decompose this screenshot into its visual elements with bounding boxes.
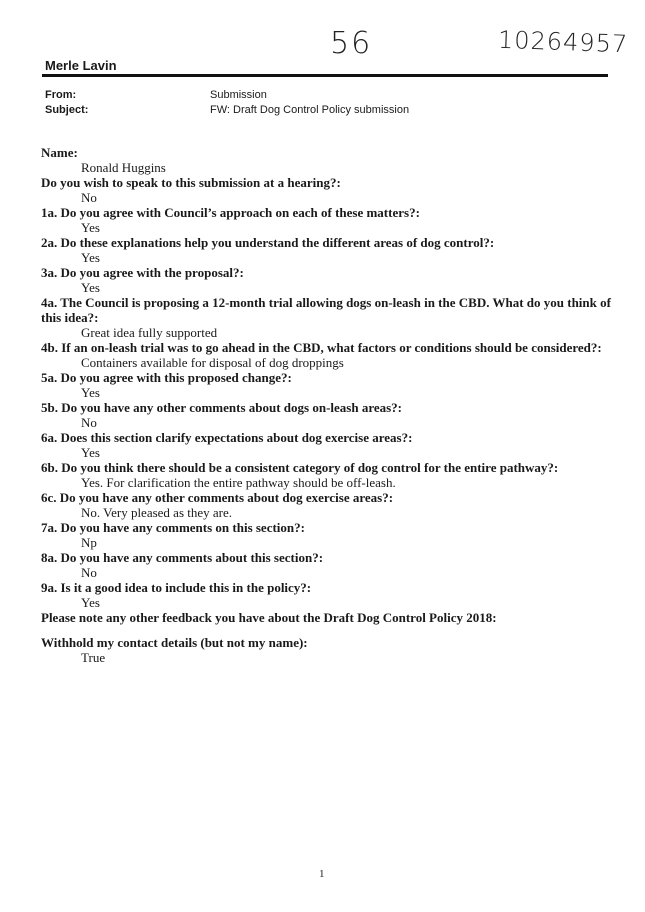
answer-2a: Yes (81, 250, 100, 265)
answer-9a: Yes (81, 595, 100, 610)
question-6c: 6c. Do you have any other comments about dog exercise areas?: (41, 490, 394, 505)
question-3a: 3a. Do you agree with the proposal?: (41, 265, 244, 280)
blank-answer-space (41, 625, 611, 635)
submission-form (41, 145, 611, 665)
answer-hearing: No (81, 190, 97, 205)
handwritten-number: 56 (330, 26, 373, 61)
answer-6c: No. Very pleased as they are. (81, 505, 233, 520)
answer-6b: Yes. For clarification the entire pathway should be off-leash. (81, 475, 396, 490)
header-divider (42, 74, 608, 77)
name-value: Ronald Huggins (81, 160, 166, 175)
answer-6a: Yes (81, 445, 100, 460)
subject-label: Subject: (45, 104, 89, 116)
answer-4a: Great idea fully supported (81, 325, 218, 340)
answer-5a: Yes (81, 385, 100, 400)
question-5a: 5a. Do you agree with this proposed change?: (41, 370, 292, 385)
question-1a: 1a. Do you agree with Council’s approach on each of these matters?: (41, 205, 420, 220)
question-6b: 6b. Do you think there should be a consistent category of dog control for the entire pathway?: (41, 460, 559, 475)
question-8a: 8a. Do you have any comments about this section?: (41, 550, 324, 565)
name-label: Name: (41, 145, 78, 160)
answer-8a: No (81, 565, 97, 580)
feedback-label: Please note any other feedback you have about the Draft Dog Control Policy 2018: (41, 610, 497, 625)
question-4a: 4a. The Council is proposing a 12-month trial allowing dogs on-leash in the CBD. What do you think of this idea?: (41, 295, 611, 325)
answer-1a: Yes (81, 220, 100, 235)
withhold-value: True (81, 650, 106, 665)
question-2a: 2a. Do these explanations help you understand the different areas of dog control?: (41, 235, 495, 250)
question-9a: 9a. Is it a good idea to include this in the policy?: (41, 580, 312, 595)
question-5b: 5b. Do you have any other comments about dogs on-leash areas?: (41, 400, 403, 415)
from-value: Submission (210, 89, 267, 101)
withhold-label: Withhold my contact details (but not my name): (41, 635, 308, 650)
answer-3a: Yes (81, 280, 100, 295)
email-sender: Merle Lavin (45, 58, 117, 73)
handwritten-reference: 10264957 (497, 25, 629, 59)
page-number: 1 (319, 868, 325, 880)
from-label: From: (45, 89, 77, 101)
subject-value: FW: Draft Dog Control Policy submission (210, 104, 410, 116)
question-4b: 4b. If an on-leash trial was to go ahead in the CBD, what factors or conditions should be considered?: (41, 340, 602, 355)
question-7a: 7a. Do you have any comments on this section?: (41, 520, 305, 535)
answer-5b: No (81, 415, 97, 430)
answer-4b: Containers available for disposal of dog droppings (81, 355, 344, 370)
question-6a: 6a. Does this section clarify expectations about dog exercise areas?: (41, 430, 413, 445)
answer-7a: Np (81, 535, 97, 550)
question-hearing: Do you wish to speak to this submission at a hearing?: (41, 175, 341, 190)
